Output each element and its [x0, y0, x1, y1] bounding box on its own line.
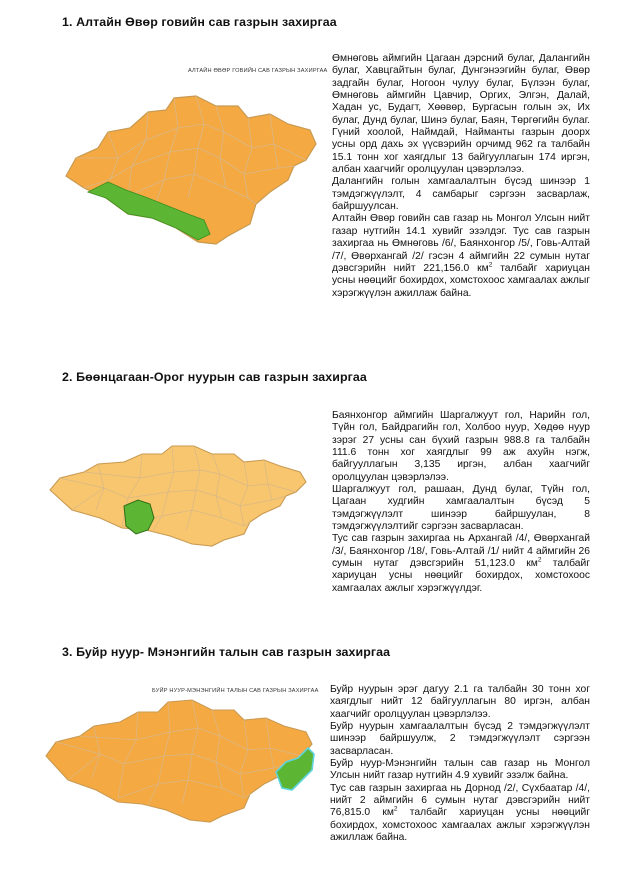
section-2-text	[332, 410, 590, 595]
section-3-map	[40, 680, 324, 870]
paragraph: Далангийн голын хамгаалалтын бүсэд шинээр 1 тэмдэгжүүлэлт, 4 самбарыг сэргээн засварлаж, байршуулсан.	[332, 176, 590, 213]
paragraph: Тус сав газрын захиргаа нь Дорнод /2/, Сүхбаатар /4/, нийт 2 аймгийн 6 сумын нутаг дэвсгэрийн нийт 76,815.0 $км^2$ талбайг хариуцан усны нөөцийг бохирдох, хомстохоос хамгаалах ажлыг хэрэгжүүлэн ажиллаж байна.	[330, 782, 590, 844]
section-3-title: 3. Буйр нуур- Мэнэнгийн талын сав газрын захиргаа	[62, 645, 391, 659]
paragraph: Тус сав газрын захиргаа нь Архангай /4/, Өвөрхангай /3/, Баянхонгор /18/, Говь-Алтай /1/ нийт 4 аймгийн 26 сумын нутаг дэвсгэрийн 51,123.0 $км^2$ талбайг хариуцан усны нөөцийг бохирдох, хомстохоос хамгаалах ажлыг хэрэгжүүлдэг.	[332, 533, 590, 594]
section-2-title: 2. Бөөнцагаан-Орог нуурын сав газрын захиргаа	[62, 370, 367, 384]
paragraph: Алтайн Өвөр говийн сав газар нь Монгол Улсын нийт газар нутгийн 14.1 хувийг эзэлдэг. Тус сав газрын захиргаа нь Өмнөговь /6/, Баянхонгор /5/, Говь-Алтай /7/, Өвөрхангай /2/ гэсэн 4 аймгийн 22 сумын нутаг дэвсгэрийн нийт 221,156.0 $км^2$ талбайг хариуцан усны нөөцийг бохирдох, хомстохоос хамгаалах ажлыг хэрэгжүүлэн ажиллаж байна.	[332, 213, 590, 299]
paragraph: Өмнөговь аймгийн Цагаан дэрсний булаг, Далангийн булаг, Хавцгайтын булаг, Дунгэнээгийн булаг, Өвөр задгайн булаг, Ногоон чулуу булаг, Бүлээн булаг, Өмнөговь аймгийн Цавчир, Оргих, Элгэн, Далай, Хадан ус, Будагт, Хөөвөр, Бургасын голын эх, Их булаг, Дунд булаг, Шинэ булаг, Баян, Төргөгийн булаг. Гүний хоолой, Наймдай, Найманты газрын доорх усны орд дахь эх үүсвэрийн орчимд 962 га талбайн 15.1 тонн хог хаягдлыг 13 байгууллагын 174 иргэн, албан хаагчийг оролцуулан цэвэрлэлээ.	[332, 53, 590, 176]
section-3-map-caption: БУЙР НУУР-МЭНЭНГИЙН ТАЛЫН САВ ГАЗРЫН ЗАХИРГАА	[152, 688, 319, 694]
paragraph: Баянхонгор аймгийн Шаргалжуут гол, Нарийн гол, Түйн гол, Байдрагийн гол, Холбоо нуур, Хөдөө нуур зэрэг 27 усны сан бүхий газрын 988.8 га талбайн 111.6 тонн хог хаягдлыг 99 аж ахуйн нэгж, байгууллагын 3,135 иргэн, албан хаагчийг оролцуулан цэвэрлэлээ.	[332, 410, 590, 483]
unit-superscript: 2	[537, 556, 542, 564]
section-3-text	[330, 684, 590, 844]
section-1-title: 1. Алтайн Өвөр говийн сав газрын захиргаа	[62, 15, 337, 29]
unit-superscript: 2	[393, 806, 398, 814]
paragraph: Буйр нуурын хамгаалалтын бүсэд 2 тэмдэгжүүлэлт шинээр байршуулж, 2 тэмдэгжүүлэлт сэргээн засварласан.	[330, 721, 590, 757]
paragraph: Буйр нуурын эрэг дагуу 2.1 га талбайн 30 тонн хог хаягдлыг нийт 12 байгууллагын 80 иргэн, албан хаагчийг оролцуулан цэвэрлэлээ.	[330, 684, 590, 720]
section-1-text	[332, 53, 590, 300]
section-1-map-caption: АЛТАЙН ӨВӨР ГОВИЙН САВ ГАЗРЫН ЗАХИРГАА	[188, 68, 328, 74]
paragraph: Буйр нуур-Мэнэнгийн талын сав газар нь Монгол Улсын нийт газар нутгийн 4.9 хувийг эзэлж байна.	[330, 758, 590, 782]
section-1-map	[48, 48, 326, 310]
mongolia-shape	[46, 700, 312, 822]
paragraph: Шаргалжуут гол, рашаан, Дунд булаг, Түйн гол, Цагаан худгийн хамгаалалтын бүсэд 5 тэмдэгжүүлэлт шинээр байршуулан, 8 тэмдэгжүүлэлтийг сэргээн засварласан.	[332, 484, 590, 533]
section-2-map	[42, 426, 314, 576]
unit-superscript: 2	[488, 261, 493, 269]
mongolia-shape	[50, 446, 306, 546]
